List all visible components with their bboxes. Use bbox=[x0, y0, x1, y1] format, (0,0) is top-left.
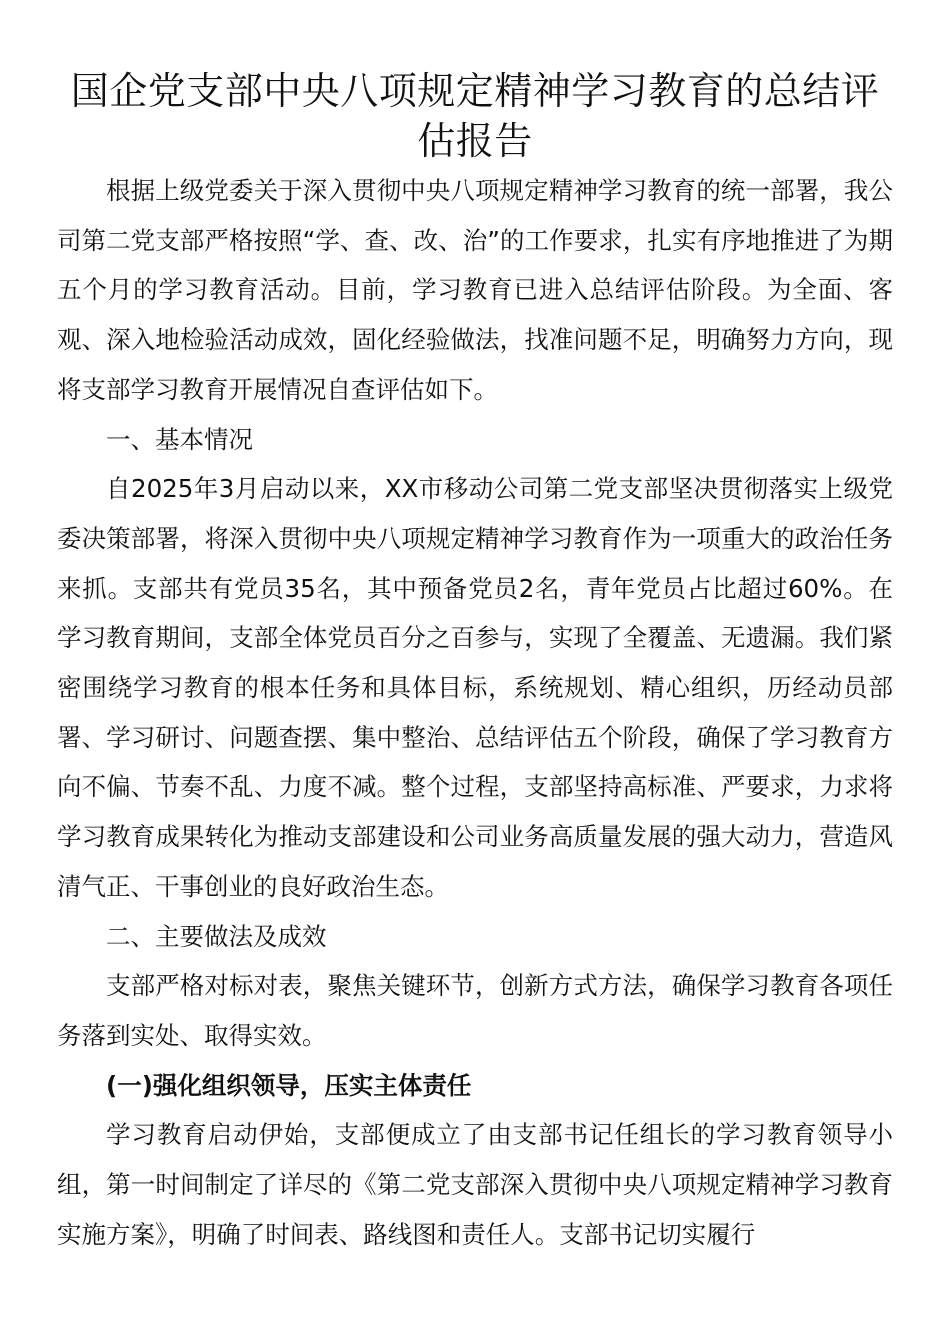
organization-paragraph: 学习教育启动伊始，支部便成立了由支部书记任组长的学习教育领导小组，第一时间制定了详尽的《第二党支部深入贯彻中央八项规定精神学习教育实施方案》，明确了时间表、路线图和责任人。支部书记切实履行 bbox=[57, 1120, 893, 1249]
subsection-heading-organization: (一)强化组织领导，压实主体责任 bbox=[106, 1070, 472, 1100]
basic-situation-paragraph: 自2025年3月启动以来，XX市移动公司第二党支部坚决贯彻落实上级党委决策部署，将深入贯彻中央八项规定精神学习教育作为一项重大的政治任务来抓。支部共有党员35名，其中预备党员2名，青年党员占比超过60%。在学习教育期间，支部全体党员百分之百参与，实现了全覆盖、无遗漏。我们紧密围绕学习教育的根本任务和具体目标，系统规划、精心组织，历经动员部署、学习研讨、问题查摆、集中整治、总结评估五个阶段，确保了学习教育方向不偏、节奏不乱、力度不减。整个过程，支部坚持高标准、严要求，力求将学习教育成果转化为推动支部建设和公司业务高质量发展的强大动力，营造风清气正、干事创业的良好政治生态。 bbox=[57, 474, 893, 901]
main-practices-intro-paragraph: 支部严格对标对表，聚焦关键环节，创新方式方法，确保学习教育各项任务落到实处、取得实效。 bbox=[57, 971, 893, 1050]
intro-paragraph: 根据上级党委关于深入贯彻中央八项规定精神学习教育的统一部署，我公司第二党支部严格按照“学、查、改、治”的工作要求，扎实有序地推进了为期五个月的学习教育活动。目前，学习教育已进入总结评估阶段。为全面、客观、深入地检验活动成效，固化经验做法，找准问题不足，明确努力方向，现将支部学习教育开展情况自查评估如下。 bbox=[57, 176, 893, 404]
section-heading-main-practices: 二、主要做法及成效 bbox=[106, 921, 327, 951]
section-heading-basic-situation: 一、基本情况 bbox=[106, 424, 253, 454]
document-title: 国企党支部中央八项规定精神学习教育的总结评估报告 bbox=[70, 69, 880, 163]
document-page bbox=[57, 66, 893, 1259]
